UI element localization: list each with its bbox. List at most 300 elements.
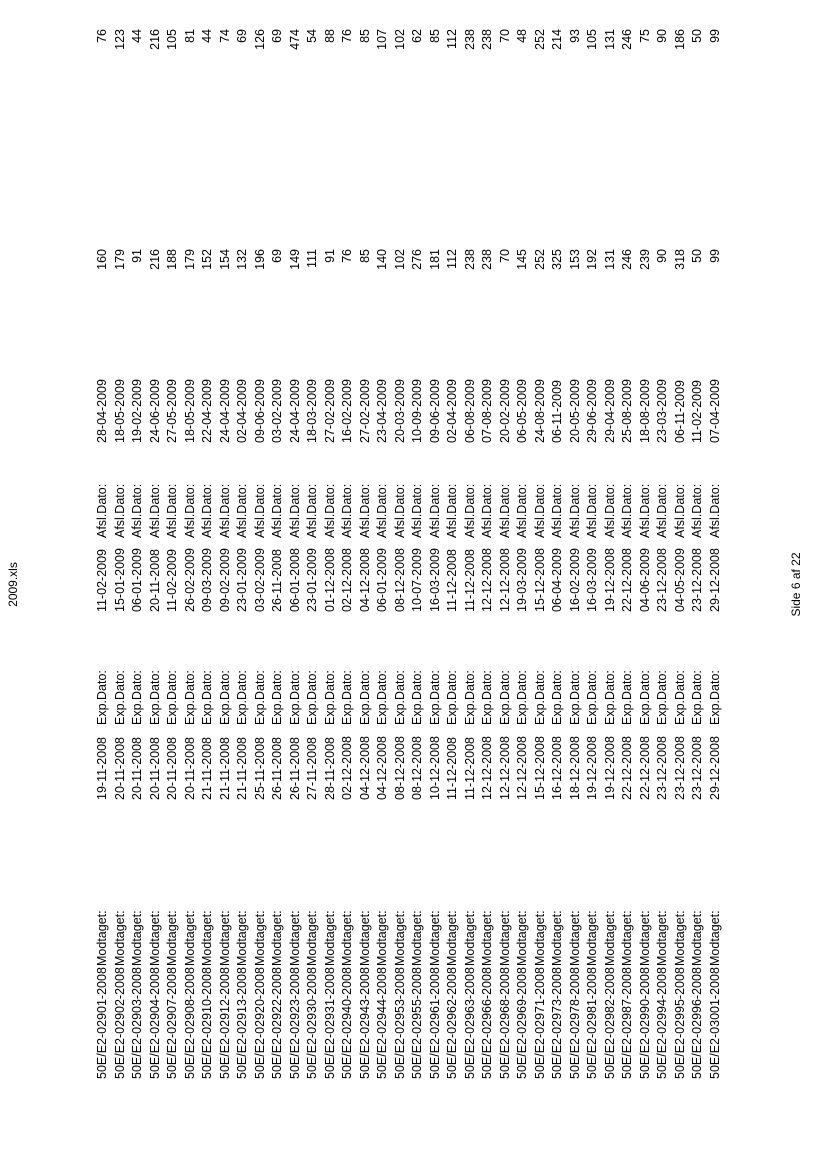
net-days: 48 — [515, 29, 529, 43]
received-label: Modtaget: — [427, 910, 442, 966]
total-days: 252 — [532, 249, 547, 270]
total-days: 238 — [462, 249, 477, 270]
expected-date: 19-11-2008 — [95, 736, 109, 800]
net-days: 126 — [252, 29, 267, 50]
closed-date: 18-03-2009 — [305, 379, 319, 443]
closed-date: 27-02-2009 — [322, 379, 337, 443]
table-row — [619, 29, 637, 1079]
closed-date: 29-04-2009 — [602, 379, 617, 443]
expected-label: Exp.Dato: — [200, 670, 214, 725]
page-title: 2009.xls — [6, 562, 20, 607]
total-days: 140 — [375, 249, 389, 270]
closed-label: Afsl.Dato: — [340, 483, 354, 538]
expected-date: 27-11-2008 — [305, 736, 319, 800]
case-id: 50E/E2-02910-2008 — [200, 967, 214, 1079]
table-row — [147, 29, 165, 1079]
net-days: 69 — [235, 29, 249, 43]
expected-date: 08-12-2008 — [392, 736, 407, 800]
closed-date: 06-08-2009 — [462, 379, 477, 443]
closed-start-date: 11-02-2009 — [165, 548, 179, 612]
net-days: 252 — [532, 29, 547, 50]
table-row — [479, 29, 497, 1079]
case-id: 50E/E2-02973-2008 — [550, 967, 564, 1079]
total-days: 91 — [322, 249, 337, 263]
expected-date: 21-11-2008 — [200, 736, 214, 800]
case-id: 50E/E2-02940-2008 — [340, 967, 354, 1079]
case-id: 50E/E2-02966-2008 — [480, 967, 494, 1079]
table-row — [427, 29, 445, 1079]
received-label: Modtaget: — [95, 910, 109, 966]
expected-label: Exp.Dato: — [515, 670, 529, 725]
total-days: 85 — [357, 249, 372, 263]
expected-date: 26-11-2008 — [270, 736, 284, 800]
case-id: 50E/E2-02920-2008 — [252, 967, 267, 1079]
closed-start-date: 09-02-2009 — [217, 548, 232, 612]
table-row — [357, 29, 375, 1079]
closed-date: 23-04-2009 — [375, 379, 389, 443]
expected-label: Exp.Dato: — [585, 670, 599, 725]
closed-date: 27-02-2009 — [357, 379, 372, 443]
total-days: 179 — [112, 249, 127, 270]
total-days: 153 — [567, 249, 582, 270]
table-row — [304, 29, 322, 1079]
closed-date: 09-06-2009 — [427, 379, 442, 443]
closed-date: 06-11-2009 — [550, 379, 564, 443]
expected-date: 20-11-2008 — [147, 736, 162, 800]
case-id: 50E/E2-02971-2008 — [532, 967, 547, 1079]
total-days: 181 — [427, 249, 442, 270]
net-days: 131 — [602, 29, 617, 50]
expected-label: Exp.Dato: — [130, 670, 144, 725]
closed-date: 25-08-2009 — [620, 379, 634, 443]
net-days: 238 — [462, 29, 477, 50]
table-row — [322, 29, 340, 1079]
net-days: 246 — [620, 29, 634, 50]
total-days: 192 — [585, 249, 599, 270]
closed-label: Afsl.Dato: — [602, 483, 617, 538]
received-label: Modtaget: — [270, 910, 284, 966]
closed-label: Afsl.Dato: — [112, 483, 127, 538]
closed-label: Afsl.Dato: — [480, 483, 494, 538]
closed-label: Afsl.Dato: — [672, 483, 687, 538]
received-label: Modtaget: — [287, 910, 302, 966]
expected-label: Exp.Dato: — [620, 670, 634, 725]
case-id: 50E/E2-02953-2008 — [392, 967, 407, 1079]
net-days: 105 — [585, 29, 599, 50]
closed-start-date: 06-01-2008 — [287, 548, 302, 612]
total-days: 325 — [550, 249, 564, 270]
case-id: 50E/E2-02930-2008 — [305, 967, 319, 1079]
received-label: Modtaget: — [480, 910, 494, 966]
case-id: 50E/E2-02902-2008 — [112, 967, 127, 1079]
case-id: 50E/E2-02913-2008 — [235, 967, 249, 1079]
expected-label: Exp.Dato: — [270, 670, 284, 725]
expected-date: 20-11-2008 — [130, 736, 144, 800]
closed-start-date: 19-03-2009 — [515, 548, 529, 612]
received-label: Modtaget: — [392, 910, 407, 966]
closed-date: 22-04-2009 — [200, 379, 214, 443]
total-days: 239 — [637, 249, 652, 270]
expected-date: 11-12-2008 — [445, 736, 459, 800]
total-days: 76 — [340, 249, 354, 263]
expected-date: 04-12-2008 — [357, 736, 372, 800]
closed-date: 29-06-2009 — [585, 379, 599, 443]
expected-label: Exp.Dato: — [252, 670, 267, 725]
closed-date: 27-05-2009 — [165, 379, 179, 443]
closed-start-date: 09-03-2009 — [200, 548, 214, 612]
closed-start-date: 16-02-2009 — [567, 548, 582, 612]
expected-date: 19-12-2008 — [602, 736, 617, 800]
net-days: 474 — [287, 29, 302, 50]
total-days: 196 — [252, 249, 267, 270]
net-days: 238 — [480, 29, 494, 50]
received-label: Modtaget: — [200, 910, 214, 966]
net-days: 107 — [375, 29, 389, 50]
closed-label: Afsl.Dato: — [130, 483, 144, 538]
net-days: 99 — [707, 29, 722, 43]
closed-date: 09-06-2009 — [252, 379, 267, 443]
expected-date: 02-12-2008 — [340, 736, 354, 800]
expected-label: Exp.Dato: — [462, 670, 477, 725]
received-label: Modtaget: — [340, 910, 354, 966]
table-row — [217, 29, 235, 1079]
closed-label: Afsl.Dato: — [270, 483, 284, 538]
received-label: Modtaget: — [567, 910, 582, 966]
table-row — [164, 29, 182, 1079]
expected-label: Exp.Dato: — [147, 670, 162, 725]
closed-start-date: 06-01-2009 — [130, 548, 144, 612]
closed-label: Afsl.Dato: — [182, 483, 197, 538]
closed-label: Afsl.Dato: — [707, 483, 722, 538]
closed-start-date: 15-01-2009 — [112, 548, 127, 612]
total-days: 179 — [182, 249, 197, 270]
net-days: 105 — [165, 29, 179, 50]
net-days: 44 — [130, 29, 144, 43]
closed-start-date: 16-03-2009 — [585, 548, 599, 612]
expected-label: Exp.Dato: — [375, 670, 389, 725]
closed-date: 02-04-2009 — [445, 379, 459, 443]
case-id: 50E/E2-02901-2008 — [95, 967, 109, 1079]
received-label: Modtaget: — [375, 910, 389, 966]
closed-start-date: 01-12-2008 — [322, 548, 337, 612]
closed-start-date: 26-11-2008 — [270, 548, 284, 612]
received-label: Modtaget: — [462, 910, 477, 966]
expected-label: Exp.Dato: — [497, 670, 512, 725]
total-days: 216 — [147, 249, 162, 270]
case-id: 50E/E2-02944-2008 — [375, 967, 389, 1079]
closed-date: 02-04-2009 — [235, 379, 249, 443]
net-days: 93 — [567, 29, 582, 43]
net-days: 88 — [322, 29, 337, 43]
case-id: 50E/E2-02996-2008 — [690, 967, 704, 1079]
expected-date: 08-12-2008 — [410, 736, 424, 800]
table-row — [584, 29, 602, 1079]
expected-label: Exp.Dato: — [672, 670, 687, 725]
table-row — [462, 29, 480, 1079]
expected-date: 22-12-2008 — [637, 736, 652, 800]
case-id: 50E/E2-03001-2008 — [707, 967, 722, 1079]
received-label: Modtaget: — [410, 910, 424, 966]
total-days: 160 — [95, 249, 109, 270]
closed-label: Afsl.Dato: — [287, 483, 302, 538]
closed-label: Afsl.Dato: — [375, 483, 389, 538]
closed-label: Afsl.Dato: — [200, 483, 214, 538]
expected-label: Exp.Dato: — [357, 670, 372, 725]
received-label: Modtaget: — [707, 910, 722, 966]
expected-date: 23-12-2008 — [672, 736, 687, 800]
closed-start-date: 03-02-2009 — [252, 548, 267, 612]
closed-label: Afsl.Dato: — [427, 483, 442, 538]
closed-date: 23-03-2009 — [655, 379, 669, 443]
received-label: Modtaget: — [690, 910, 704, 966]
case-id: 50E/E2-02904-2008 — [147, 967, 162, 1079]
closed-date: 07-04-2009 — [707, 379, 722, 443]
expected-date: 20-11-2008 — [165, 736, 179, 800]
total-days: 70 — [497, 249, 512, 263]
case-id: 50E/E2-02903-2008 — [130, 967, 144, 1079]
net-days: 112 — [445, 29, 459, 49]
total-days: 188 — [165, 249, 179, 270]
net-days: 76 — [95, 29, 109, 43]
closed-start-date: 11-12-2008 — [462, 548, 477, 612]
closed-label: Afsl.Dato: — [410, 483, 424, 538]
case-id: 50E/E2-02981-2008 — [585, 967, 599, 1079]
table-row — [514, 29, 532, 1079]
closed-label: Afsl.Dato: — [392, 483, 407, 538]
case-id: 50E/E2-02931-2008 — [322, 967, 337, 1079]
case-id: 50E/E2-02963-2008 — [462, 967, 477, 1079]
case-id: 50E/E2-02955-2008 — [410, 967, 424, 1079]
closed-label: Afsl.Dato: — [165, 483, 179, 538]
net-days: 54 — [305, 29, 319, 43]
total-days: 131 — [602, 249, 617, 270]
total-days: 246 — [620, 249, 634, 270]
expected-date: 26-11-2008 — [287, 736, 302, 800]
expected-label: Exp.Dato: — [567, 670, 582, 725]
expected-date: 10-12-2008 — [427, 736, 442, 800]
closed-label: Afsl.Dato: — [445, 483, 459, 538]
closed-date: 24-04-2009 — [287, 379, 302, 443]
closed-date: 16-02-2009 — [340, 379, 354, 443]
closed-label: Afsl.Dato: — [217, 483, 232, 538]
closed-date: 24-08-2009 — [532, 379, 547, 443]
case-id: 50E/E2-02922-2008 — [270, 967, 284, 1079]
closed-label: Afsl.Dato: — [147, 483, 162, 538]
net-days: 102 — [392, 29, 407, 50]
closed-start-date: 04-12-2008 — [357, 548, 372, 612]
closed-label: Afsl.Dato: — [497, 483, 512, 538]
table-row — [654, 29, 672, 1079]
closed-date: 20-05-2009 — [567, 379, 582, 443]
table-row — [339, 29, 357, 1079]
expected-label: Exp.Dato: — [602, 670, 617, 725]
received-label: Modtaget: — [130, 910, 144, 966]
expected-date: 15-12-2008 — [532, 736, 547, 800]
closed-label: Afsl.Dato: — [462, 483, 477, 538]
received-label: Modtaget: — [445, 910, 459, 966]
total-days: 69 — [270, 249, 284, 263]
received-label: Modtaget: — [235, 910, 249, 966]
case-id: 50E/E2-02907-2008 — [165, 967, 179, 1079]
closed-date: 10-09-2009 — [410, 379, 424, 443]
case-id: 50E/E2-02990-2008 — [637, 967, 652, 1079]
net-days: 70 — [497, 29, 512, 43]
closed-label: Afsl.Dato: — [620, 483, 634, 538]
closed-start-date: 23-12-2008 — [690, 548, 704, 612]
total-days: 111 — [305, 249, 319, 269]
received-label: Modtaget: — [602, 910, 617, 966]
expected-date: 18-12-2008 — [567, 736, 582, 800]
closed-label: Afsl.Dato: — [322, 483, 337, 538]
closed-date: 19-02-2009 — [130, 379, 144, 443]
table-row — [234, 29, 252, 1079]
case-id: 50E/E2-02969-2008 — [515, 967, 529, 1079]
received-label: Modtaget: — [165, 910, 179, 966]
table-row — [409, 29, 427, 1079]
total-days: 238 — [480, 249, 494, 270]
received-label: Modtaget: — [252, 910, 267, 966]
case-id: 50E/E2-02962-2008 — [445, 967, 459, 1079]
closed-start-date: 15-12-2008 — [532, 548, 547, 612]
case-id: 50E/E2-02994-2008 — [655, 967, 669, 1079]
expected-date: 23-12-2008 — [655, 736, 669, 800]
net-days: 186 — [672, 29, 687, 50]
closed-label: Afsl.Dato: — [515, 483, 529, 538]
net-days: 75 — [637, 29, 652, 43]
total-days: 132 — [235, 249, 249, 270]
total-days: 50 — [690, 249, 704, 263]
closed-date: 18-05-2009 — [182, 379, 197, 443]
expected-label: Exp.Dato: — [532, 670, 547, 725]
case-id: 50E/E2-02912-2008 — [217, 967, 232, 1079]
table-row — [182, 29, 200, 1079]
expected-label: Exp.Dato: — [550, 670, 564, 725]
closed-date: 24-06-2009 — [147, 379, 162, 443]
closed-start-date: 12-12-2008 — [480, 548, 494, 612]
closed-start-date: 06-01-2009 — [375, 548, 389, 612]
expected-date: 28-11-2008 — [322, 736, 337, 800]
received-label: Modtaget: — [637, 910, 652, 966]
net-days: 76 — [340, 29, 354, 43]
expected-label: Exp.Dato: — [112, 670, 127, 725]
net-days: 123 — [112, 29, 127, 50]
expected-label: Exp.Dato: — [445, 670, 459, 725]
closed-start-date: 10-07-2009 — [410, 548, 424, 612]
expected-label: Exp.Dato: — [340, 670, 354, 725]
received-label: Modtaget: — [620, 910, 634, 966]
table-row — [199, 29, 217, 1079]
total-days: 149 — [287, 249, 302, 270]
table-row — [129, 29, 147, 1079]
case-id: 50E/E2-02978-2008 — [567, 967, 582, 1079]
closed-start-date: 02-12-2008 — [340, 548, 354, 612]
expected-label: Exp.Dato: — [690, 670, 704, 725]
table-row — [532, 29, 550, 1079]
expected-date: 21-11-2008 — [235, 736, 249, 800]
table-row — [707, 29, 725, 1079]
net-days: 74 — [217, 29, 232, 43]
received-label: Modtaget: — [655, 910, 669, 966]
net-days: 85 — [357, 29, 372, 43]
total-days: 145 — [515, 249, 529, 270]
received-label: Modtaget: — [672, 910, 687, 966]
received-label: Modtaget: — [182, 910, 197, 966]
expected-label: Exp.Dato: — [305, 670, 319, 725]
closed-start-date: 06-04-2009 — [550, 548, 564, 612]
closed-date: 07-08-2009 — [480, 379, 494, 443]
expected-date: 12-12-2008 — [515, 736, 529, 800]
expected-label: Exp.Dato: — [235, 670, 249, 725]
received-label: Modtaget: — [305, 910, 319, 966]
table-row — [637, 29, 655, 1079]
case-id: 50E/E2-02923-2008 — [287, 967, 302, 1079]
total-days: 90 — [655, 249, 669, 263]
closed-date: 24-04-2009 — [217, 379, 232, 443]
closed-label: Afsl.Dato: — [655, 483, 669, 538]
table-row — [549, 29, 567, 1079]
data-table — [94, 29, 724, 1079]
received-label: Modtaget: — [217, 910, 232, 966]
expected-label: Exp.Dato: — [480, 670, 494, 725]
closed-date: 18-05-2009 — [112, 379, 127, 443]
expected-date: 12-12-2008 — [497, 736, 512, 800]
case-id: 50E/E2-02961-2008 — [427, 967, 442, 1079]
expected-date: 25-11-2008 — [252, 736, 267, 800]
case-id: 50E/E2-02943-2008 — [357, 967, 372, 1079]
table-row — [689, 29, 707, 1079]
table-row — [672, 29, 690, 1079]
expected-date: 12-12-2008 — [480, 736, 494, 800]
closed-date: 06-11-2009 — [672, 379, 687, 443]
closed-label: Afsl.Dato: — [567, 483, 582, 538]
case-id: 50E/E2-02987-2008 — [620, 967, 634, 1079]
received-label: Modtaget: — [112, 910, 127, 966]
total-days: 112 — [445, 249, 459, 269]
table-row — [444, 29, 462, 1079]
expected-date: 20-11-2008 — [112, 736, 127, 800]
closed-label: Afsl.Dato: — [357, 483, 372, 538]
net-days: 90 — [655, 29, 669, 43]
net-days: 85 — [427, 29, 442, 43]
page-number: Side 6 af 22 — [789, 552, 803, 617]
net-days: 214 — [550, 29, 564, 50]
closed-date: 20-02-2009 — [497, 379, 512, 443]
closed-start-date: 19-12-2008 — [602, 548, 617, 612]
expected-label: Exp.Dato: — [182, 670, 197, 725]
closed-start-date: 23-01-2009 — [305, 548, 319, 612]
closed-label: Afsl.Dato: — [637, 483, 652, 538]
received-label: Modtaget: — [515, 910, 529, 966]
closed-label: Afsl.Dato: — [235, 483, 249, 538]
expected-label: Exp.Dato: — [322, 670, 337, 725]
net-days: 62 — [410, 29, 424, 43]
expected-label: Exp.Dato: — [95, 670, 109, 725]
table-row — [112, 29, 130, 1079]
closed-start-date: 23-12-2008 — [655, 548, 669, 612]
closed-start-date: 16-03-2009 — [427, 548, 442, 612]
received-label: Modtaget: — [497, 910, 512, 966]
table-row — [269, 29, 287, 1079]
expected-label: Exp.Dato: — [410, 670, 424, 725]
closed-start-date: 04-06-2009 — [637, 548, 652, 612]
total-days: 276 — [410, 249, 424, 270]
received-label: Modtaget: — [585, 910, 599, 966]
expected-date: 11-12-2008 — [462, 736, 477, 800]
expected-label: Exp.Dato: — [392, 670, 407, 725]
closed-date: 18-08-2009 — [637, 379, 652, 443]
closed-label: Afsl.Dato: — [252, 483, 267, 538]
closed-start-date: 29-12-2008 — [707, 548, 722, 612]
